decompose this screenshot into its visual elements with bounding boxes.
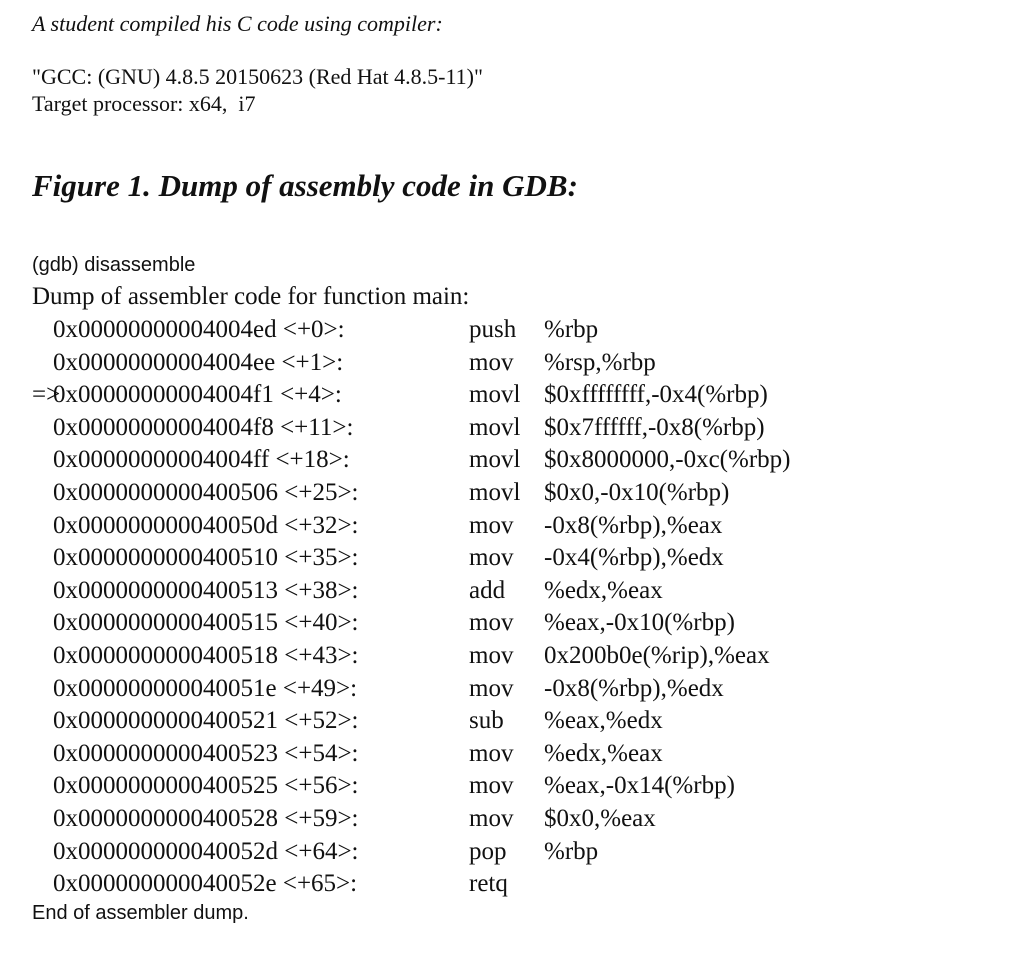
asm-row: [32, 379, 932, 412]
instruction-address: 0x00000000004004f1 <+4>:: [53, 381, 342, 409]
asm-row: [32, 314, 932, 347]
instruction-address: 0x000000000040050d <+32>:: [53, 511, 359, 539]
asm-row: [32, 575, 932, 608]
instruction-mnemonic: add: [469, 576, 506, 604]
instruction-mnemonic: retq: [469, 870, 508, 898]
instruction-address: 0x0000000000400513 <+38>:: [53, 576, 359, 604]
asm-row: [32, 868, 932, 901]
assembly-listing: [32, 314, 932, 901]
instruction-address: 0x0000000000400506 <+25>:: [53, 478, 359, 506]
asm-row: [32, 347, 932, 380]
instruction-mnemonic: movl: [469, 413, 521, 441]
end-of-dump-text: End of assembler dump.: [32, 902, 249, 924]
instruction-operands: %rbp: [544, 316, 599, 343]
instruction-mnemonic: push: [469, 316, 517, 343]
instruction-mnemonic: mov: [469, 348, 514, 376]
asm-row: [32, 477, 932, 510]
asm-row: [32, 444, 932, 477]
asm-row: [32, 770, 932, 803]
instruction-address: 0x0000000000400510 <+35>:: [53, 544, 359, 572]
asm-row: [32, 542, 932, 575]
intro-text: A student compiled his C code using compiler:: [32, 11, 443, 36]
instruction-operands: 0x200b0e(%rip),%eax: [544, 641, 770, 669]
instruction-operands: -0x4(%rbp),%edx: [544, 544, 724, 572]
asm-row: [32, 640, 932, 673]
instruction-operands: -0x8(%rbp),%eax: [544, 511, 723, 539]
compiler-version-text: "GCC: (GNU) 4.8.5 20150623 (Red Hat 4.8.5-11)": [32, 64, 483, 89]
instruction-mnemonic: movl: [469, 381, 521, 409]
instruction-operands: %rsp,%rbp: [544, 348, 656, 376]
instruction-address: 0x000000000040052d <+64>:: [53, 837, 359, 865]
instruction-mnemonic: sub: [469, 707, 504, 735]
instruction-address: 0x00000000004004ee <+1>:: [53, 348, 344, 376]
instruction-address: 0x0000000000400521 <+52>:: [53, 707, 359, 735]
asm-row: [32, 836, 932, 869]
instruction-mnemonic: mov: [469, 804, 514, 832]
asm-row: [32, 738, 932, 771]
instruction-mnemonic: pop: [469, 837, 507, 865]
instruction-mnemonic: mov: [469, 511, 514, 539]
instruction-operands: %eax,-0x10(%rbp): [544, 609, 735, 637]
instruction-address: 0x0000000000400523 <+54>:: [53, 739, 359, 767]
current-instruction-marker: =>: [32, 381, 61, 409]
asm-row: [32, 803, 932, 836]
instruction-address: 0x0000000000400528 <+59>:: [53, 804, 359, 832]
instruction-operands: $0x8000000,-0xc(%rbp): [544, 446, 791, 474]
instruction-address: 0x00000000004004f8 <+11>:: [53, 413, 354, 441]
asm-row: [32, 412, 932, 445]
instruction-mnemonic: mov: [469, 739, 514, 767]
instruction-address: 0x0000000000400525 <+56>:: [53, 772, 359, 800]
figure-title: Figure 1. Dump of assembly code in GDB:: [32, 168, 578, 203]
instruction-operands: $0x0,-0x10(%rbp): [544, 478, 730, 506]
instruction-mnemonic: movl: [469, 446, 521, 474]
instruction-address: 0x000000000040052e <+65>:: [53, 870, 358, 898]
dump-header: Dump of assembler code for function main:: [32, 283, 470, 310]
asm-row: [32, 607, 932, 640]
asm-row: [32, 673, 932, 706]
asm-row: [32, 705, 932, 738]
instruction-operands: %edx,%eax: [544, 576, 663, 604]
instruction-mnemonic: mov: [469, 772, 514, 800]
instruction-address: 0x00000000004004ed <+0>:: [53, 316, 345, 343]
instruction-operands: %edx,%eax: [544, 739, 663, 767]
instruction-operands: %eax,%edx: [544, 707, 663, 735]
instruction-address: 0x00000000004004ff <+18>:: [53, 446, 350, 474]
instruction-address: 0x000000000040051e <+49>:: [53, 674, 358, 702]
target-processor-text: Target processor: x64, i7: [32, 91, 256, 116]
instruction-mnemonic: movl: [469, 478, 521, 506]
instruction-mnemonic: mov: [469, 674, 514, 702]
instruction-operands: %eax,-0x14(%rbp): [544, 772, 735, 800]
gdb-command: (gdb) disassemble: [32, 254, 196, 276]
instruction-operands: $0x7ffffff,-0x8(%rbp): [544, 413, 765, 441]
instruction-mnemonic: mov: [469, 609, 514, 637]
instruction-operands: -0x8(%rbp),%edx: [544, 674, 724, 702]
instruction-address: 0x0000000000400518 <+43>:: [53, 641, 359, 669]
instruction-mnemonic: mov: [469, 544, 514, 572]
instruction-address: 0x0000000000400515 <+40>:: [53, 609, 359, 637]
instruction-mnemonic: mov: [469, 641, 514, 669]
instruction-operands: %rbp: [544, 837, 599, 865]
instruction-operands: $0x0,%eax: [544, 804, 656, 832]
instruction-operands: $0xffffffff,-0x4(%rbp): [544, 381, 768, 409]
asm-row: [32, 510, 932, 543]
